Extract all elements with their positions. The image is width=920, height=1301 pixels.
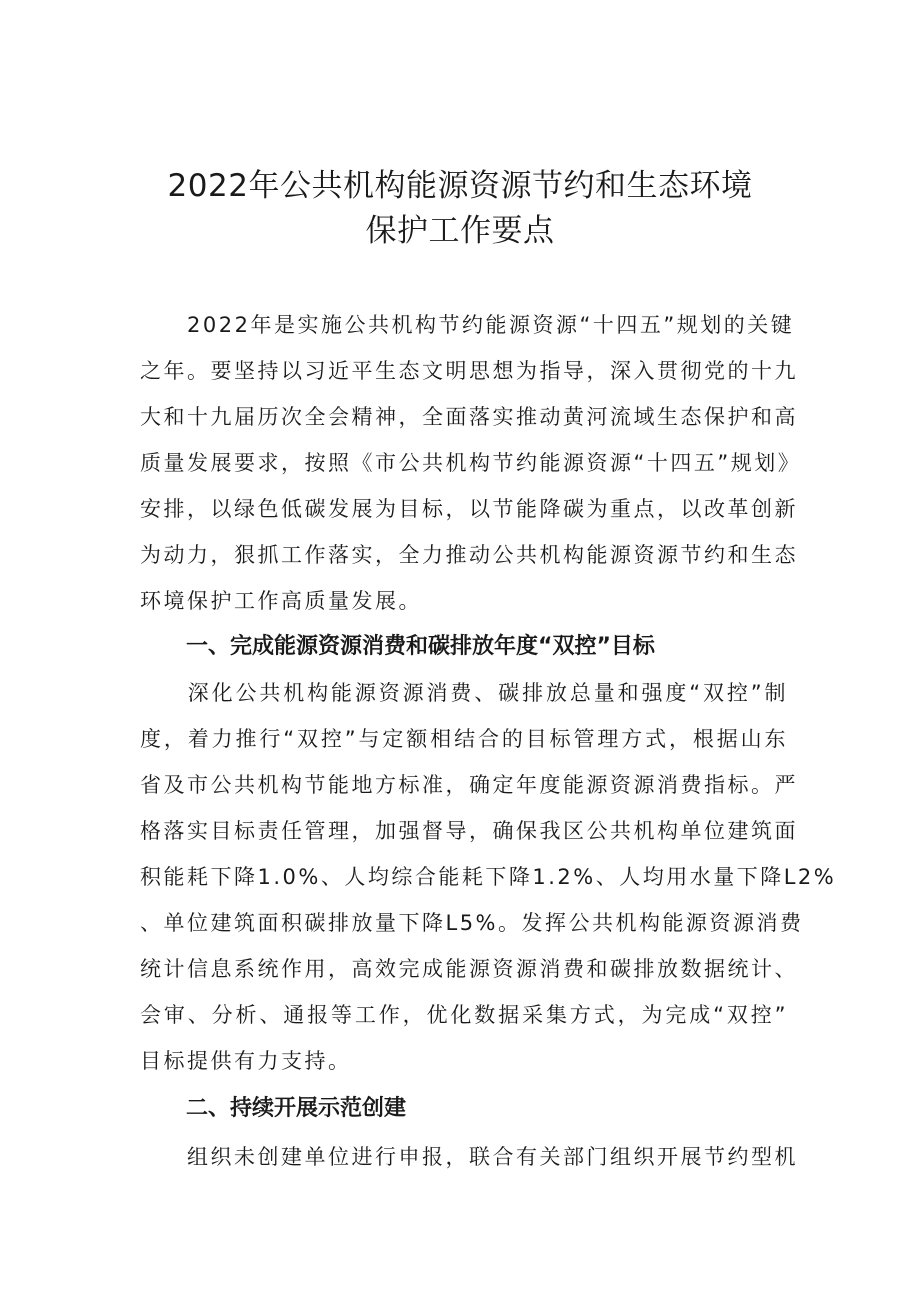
document-title-line-1: 2022年公共机构能源资源节约和生态环境 [167, 168, 753, 204]
section-heading-1: 一、完成能源资源消费和碳排放年度“双控”目标 [186, 634, 655, 659]
body-line: 环境保护工作高质量发展。 [140, 589, 422, 613]
body-line: 积能耗下降1.0%、人均综合能耗下降1.2%、人均用水量下降L2% [140, 865, 837, 889]
body-line: 安排，以绿色低碳发展为目标，以节能降碳为重点，以改革创新 [140, 497, 798, 521]
body-line: 深化公共机构能源资源消费、碳排放总量和强度“双控”制 [140, 681, 788, 705]
body-line: 度，着力推行“双控”与定额相结合的目标管理方式，根据山东 [140, 727, 788, 751]
body-line: 、单位建筑面积碳排放量下降L5%。发挥公共机构能源资源消费 [140, 911, 804, 935]
body-line: 之年。要坚持以习近平生态文明思想为指导，深入贯彻党的十九 [140, 359, 798, 383]
body-line: 大和十九届历次全会精神，全面落实推动黄河流域生态保护和高 [140, 405, 798, 429]
body-line: 目标提供有力支持。 [140, 1049, 352, 1073]
body-line: 会审、分析、通报等工作，优化数据采集方式，为完成“双控” [140, 1003, 788, 1027]
body-line: 格落实目标责任管理，加强督导，确保我区公共机构单位建筑面 [140, 819, 798, 843]
body-line: 质量发展要求，按照《市公共机构节约能源资源“十四五”规划》 [140, 451, 802, 475]
body-line: 为动力，狠抓工作落实，全力推动公共机构能源资源节约和生态 [140, 543, 798, 567]
body-line: 统计信息系统作用，高效完成能源资源消费和碳排放数据统计、 [140, 957, 798, 981]
document-title-line-2: 保护工作要点 [365, 213, 555, 249]
section-heading-2: 二、持续开展示范创建 [186, 1096, 407, 1121]
body-line: 组织未创建单位进行申报，联合有关部门组织开展节约型机 [140, 1145, 798, 1169]
body-line: 2022年是实施公共机构节约能源资源“十四五”规划的关键 [140, 313, 795, 337]
body-line: 省及市公共机构节能地方标准，确定年度能源资源消费指标。严 [140, 773, 798, 797]
